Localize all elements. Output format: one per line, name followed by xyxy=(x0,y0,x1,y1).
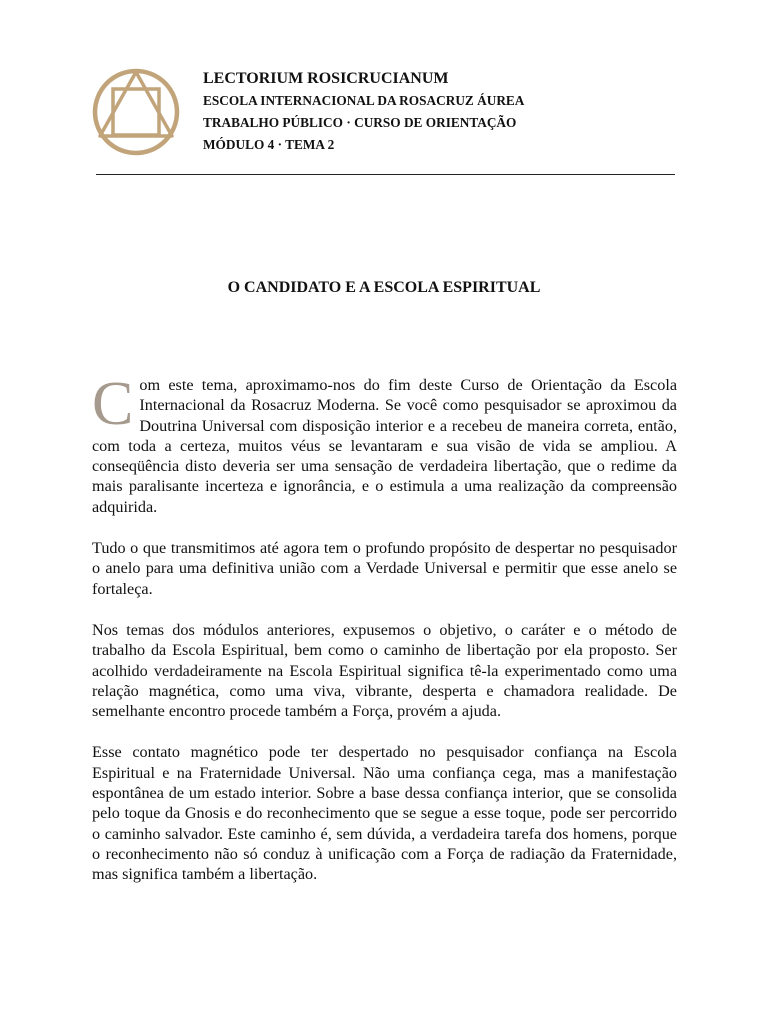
header-divider xyxy=(96,174,675,175)
module-label: MÓDULO 4 · TEMA 2 xyxy=(203,137,335,152)
paragraph-4: Esse contato magnético pode ter despertado no pesquisador confiança na Escola Espiritual e na Fraternidade Universal. Não uma confiança cega, mas a manifestação espontânea de um estado interior. Sobre a base dessa confiança interior, que se consolida pelo toque da Gnosis e do reconhecimento que se segue a esse toque, pode ser percorrido o caminho salvador. Este caminho é, sem dúvida, a verdadeira tarefa dos homens, porque o reconhecimento não só conduz à unificação com a Força de radiação da Fraternidade, mas significa também a libertação. xyxy=(92,743,677,884)
document-title: O CANDIDATO E A ESCOLA ESPIRITUAL xyxy=(227,279,541,296)
drop-cap: C xyxy=(92,370,134,438)
document-header xyxy=(203,68,524,156)
paragraph-1-text: om este tema, aproximamo-nos do fim deste Curso de Orientação da Escola Internacional da Rosacruz Moderna. Se você como pesquisador se aproximou da Doutrina Universal com disposição interior e a recebeu de maneira correta, então, com toda a certeza, muitos véus se levantaram e sua visão de vida se ampliou. A conseqüência disto deveria ser uma sensação de verdadeira libertação, que o redime da mais paralisante incerteza e ignorância, e o estimula a uma realização da compreensão adquirida. xyxy=(92,376,677,516)
paragraph-3: Nos temas dos módulos anteriores, expusemos o objetivo, o caráter e o método de trabalho da Escola Espiritual, bem como o caminho de libertação por ela proposto. Ser acolhido verdadeiramente na Escola Espiritual significa tê-la experimentado como uma relação magnética, como uma viva, vibrante, desperta e chamadora realidade. De semelhante encontro procede também a Força, provém a ajuda. xyxy=(92,620,677,721)
paragraph-1 xyxy=(92,370,677,517)
school-name: ESCOLA INTERNACIONAL DA ROSACRUZ ÁUREA xyxy=(203,93,525,108)
work-name: TRABALHO PÚBLICO · CURSO DE ORIENTAÇÃO xyxy=(203,115,517,130)
rosicrucian-logo xyxy=(92,68,180,156)
paragraph-2: Tudo o que transmitimos até agora tem o profundo propósito de despertar no pesquisador o anelo para uma definitiva união com a Verdade Universal e permitir que esse anelo se fortaleça. xyxy=(92,539,677,598)
document-body xyxy=(92,370,677,906)
organization-name: LECTORIUM ROSICRUCIANUM xyxy=(203,70,449,87)
